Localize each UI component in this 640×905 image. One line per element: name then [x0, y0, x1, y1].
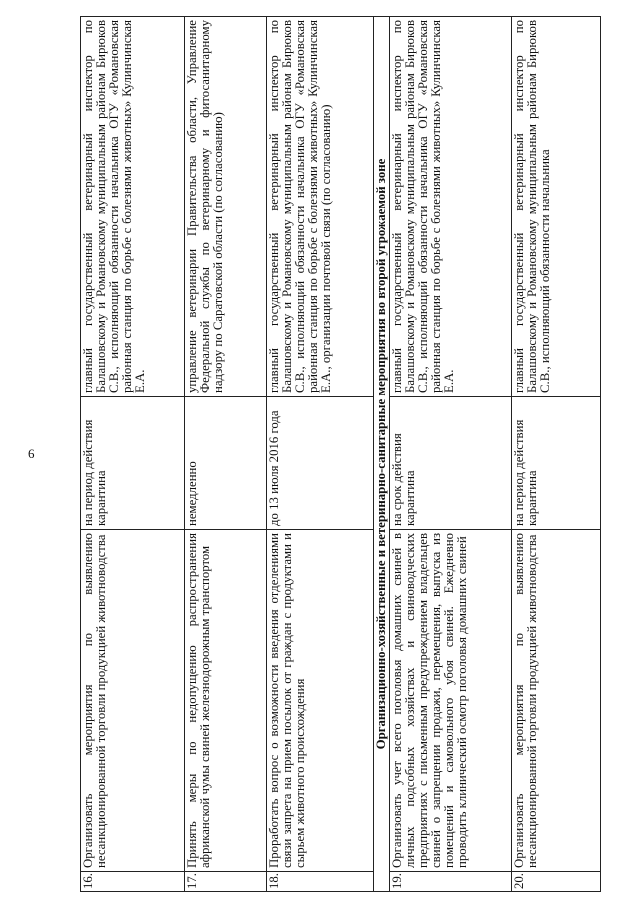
- row-responsible: главный государственный ветеринарный инспектор по Балашовскому и Романовскому муниципальным районам Бирюков С.В., исполняющий обязанности начальника ОГУ «Романовская районная станция по борьбе с болезнями животных» Кулинчинская Е.А.: [390, 17, 512, 397]
- table-row: [390, 17, 512, 892]
- row-responsible: главный государственный ветеринарный инспектор по Балашовскому и Романовскому муниципальным районам Бирюков С.В., исполняющий обязанности начальника: [512, 17, 601, 397]
- row-responsible: главный государственный ветеринарный инспектор по Балашовскому и Романовскому муниципальным районам Бирюков С.В., исполняющий обязанности начальника ОГУ «Романовская районная станция по борьбе с болезнями животных» Кулинчинская Е.А., организации почтовой связи (по согласованию): [267, 17, 374, 397]
- row-term: на период действия карантина: [81, 397, 185, 530]
- row-term: немедленно: [185, 397, 267, 530]
- row-number: 19.: [390, 872, 512, 892]
- row-action: Организовать мероприятия по выявлению несанкционированной торговли продукцией животноводства: [81, 530, 185, 872]
- row-number: 20.: [512, 872, 601, 892]
- row-number: 16.: [81, 872, 185, 892]
- row-responsible: управление ветеринарии Правительства области, Управление Федеральной службы по ветеринарному и фитосанитарному надзору по Саратовской области (по согласованию): [185, 17, 267, 397]
- row-action: Принять меры по недопущению распространения африканской чумы свиней железнодорожным транспортом: [185, 530, 267, 872]
- row-action: Организовать мероприятия по выявлению несанкционированной торговли продукцией животноводства: [512, 530, 601, 872]
- row-action: Проработать вопрос о возможности введения отделениями связи запрета на прием посылок от граждан с продуктами и сырьем животного происхождения: [267, 530, 374, 872]
- measures-table: [80, 16, 601, 892]
- section-title: Организационно-хозяйственные и ветеринарно-санитарные мероприятия во второй угрожаемой зоне: [374, 17, 390, 892]
- row-term: до 13 июля 2016 года: [267, 397, 374, 530]
- page-number: 6: [28, 446, 35, 461]
- row-number: 17.: [185, 872, 267, 892]
- row-action: Организовать учет всего поголовья домашних свиней в личных подсобных хозяйствах и свиноводческих предприятиях с письменным предупреждением владельцев свиней о запрещении продажи, перемещения, выпуска из помещений и самовольного убоя свиней. Ежедневно проводить клинический осмотр поголовья домашних свиней: [390, 530, 512, 872]
- table-row: [81, 17, 185, 892]
- row-term: на срок действия карантина: [390, 397, 512, 530]
- row-responsible: главный государственный ветеринарный инспектор по Балашовскому и Романовскому муниципальным районам Бирюков С.В., исполняющий обязанности начальника ОГУ «Романовская районная станция по борьбе с болезнями животных» Кулинчинская Е.А.: [81, 17, 185, 397]
- row-term: на период действия карантина: [512, 397, 601, 530]
- row-number: 18.: [267, 872, 374, 892]
- table-row: [512, 17, 601, 892]
- rotated-document-page: [80, 17, 620, 892]
- table-row: [267, 17, 374, 892]
- table-row: [185, 17, 267, 892]
- section-header-row: [374, 17, 390, 892]
